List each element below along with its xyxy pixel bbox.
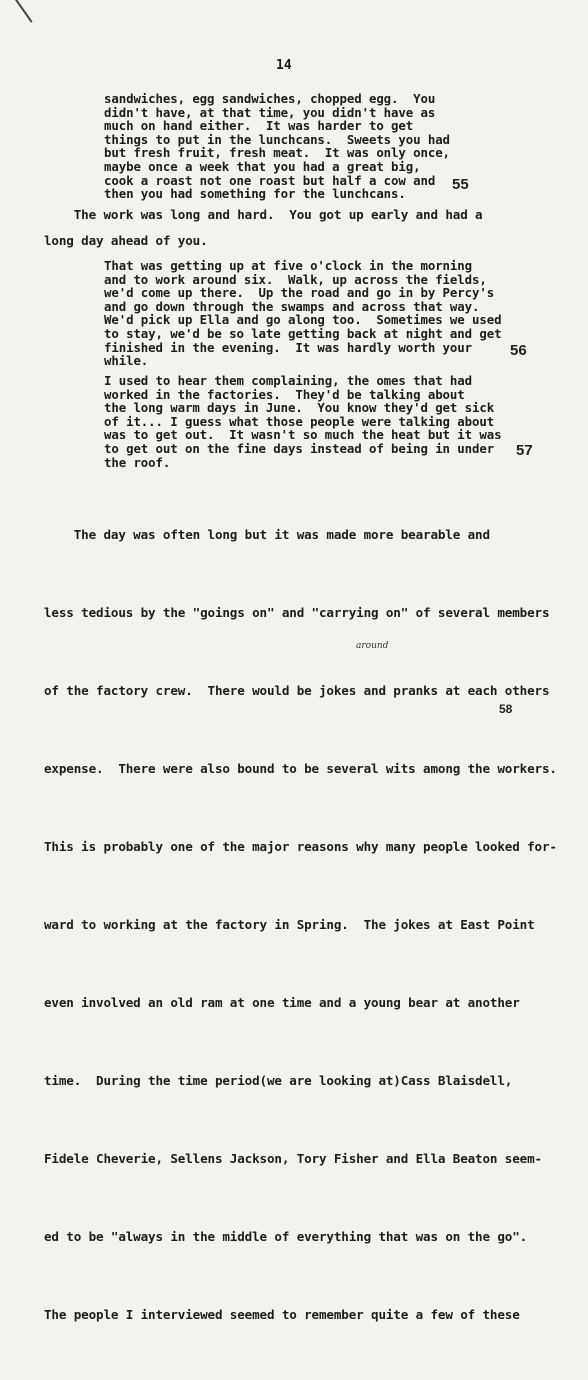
block-quote-3: I used to hear them complaining, the omes that had worked in the factories. They'd be talking about the long warm days in June. You know they'd get sick of it... I guess what those people were talking about was to get out. It wasn't so much the heat but it was to get out on the fine days instead of being in under the roof. <box>104 373 502 470</box>
footnote-marker-56: 56 <box>510 342 527 359</box>
body-paragraph-2 <box>44 470 564 1380</box>
body-line: This is probably one of the major reasons why many people looked for- <box>44 839 557 854</box>
body-line: Fidele Cheverie, Sellens Jackson, Tory Fisher and Ella Beaton seem- <box>44 1151 542 1166</box>
handwritten-insertion: around <box>356 641 389 651</box>
body-line: ed to be "always in the middle of everything that was on the go". <box>44 1229 528 1244</box>
block-quote-1: sandwiches, egg sandwiches, chopped egg. You didn't have, at that time, you didn't have as much on hand either. It was harder to get things to put in the lunchcans. Sweets you had but fresh fruit, fresh meat. It was only once, maybe once a week that you had a great big, cook a roast not one roast but half a cow and then you had something for the lunchcans. <box>104 91 450 202</box>
body-line: expense. There were also bound to be several wits among the workers. <box>44 761 557 776</box>
footnote-marker-58: 58 <box>499 702 513 716</box>
body-line: ward to working at the factory in Spring. The jokes at East Point <box>44 917 535 932</box>
page-corner-mark <box>8 0 33 23</box>
footnote-marker-57: 57 <box>516 442 533 459</box>
page-number: 14 <box>276 58 292 73</box>
body-line: The day was often long but it was made more bearable and <box>44 527 490 542</box>
body-line: The people I interviewed seemed to remember quite a few of these <box>44 1307 520 1322</box>
footnote-marker-55: 55 <box>452 176 469 193</box>
body-line: time. During the time period(we are looking at)Cass Blaisdell, <box>44 1073 513 1088</box>
block-quote-2: That was getting up at five o'clock in the morning and to work around six. Walk, up across the fields, we'd come up there. Up the road and go in by Percy's and go down through the swamps and across that way. We'd pick up Ella and go along too. Sometimes we used to stay, we'd be so late getting back at night and get finished in the evening. It was hardly worth your while. <box>104 258 502 369</box>
body-line: even involved an old ram at one time and a young bear at another <box>44 995 520 1010</box>
body-line: less tedious by the "goings on" and "carrying on" of several members <box>44 605 550 620</box>
body-line: of the factory crew. There would be jokes and pranks at each others <box>44 683 550 698</box>
body-paragraph-1: The work was long and hard. You got up early and had a long day ahead of you. <box>44 207 483 248</box>
